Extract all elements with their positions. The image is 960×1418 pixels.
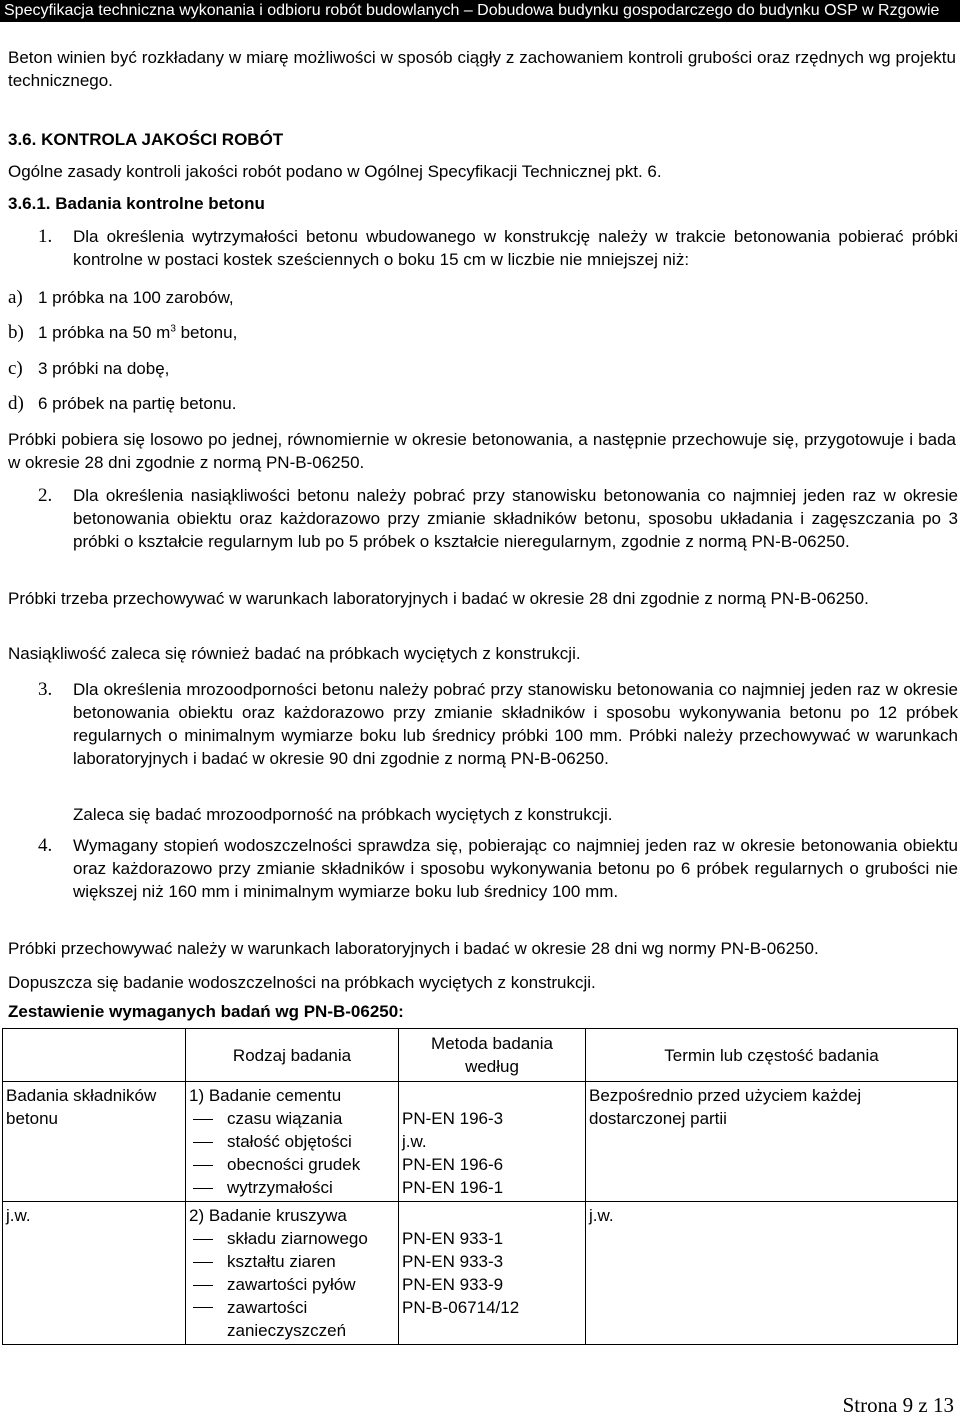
list-item-text-after: betonu, [175,323,238,342]
paragraph-text: Dla określenia wytrzymałości betonu wbudowanego w konstrukcję należy w trakcie betonowania pobierać próbki kontrolne w postaci kostek sześciennych o boku 15 cm w liczbie nie mniejszej niż: [73,227,958,269]
method: PN-EN 933-9 [402,1275,504,1294]
table-row [3,1082,958,1202]
method: PN-B-06714/12 [402,1298,520,1317]
list-item-label: d) [8,393,24,414]
list-item [8,286,234,309]
test-item-text: stałość objętości [227,1132,352,1151]
table-cell-tests [186,1082,399,1202]
test-item-text: wytrzymałości [227,1178,333,1197]
page-number: Strona 9 z 13 [842,1393,954,1417]
list-item-text: 1 próbka na 50 m [38,323,171,342]
list-item [8,392,236,415]
test-title: 1) Badanie cementu [189,1086,342,1105]
test-item [189,1273,395,1296]
dash-bullet [193,1239,213,1240]
dash-bullet [193,1285,213,1286]
method: PN-EN 196-1 [402,1178,504,1197]
table-header-cell [3,1029,186,1082]
requirements-table [2,1028,958,1345]
paragraph-note: Zaleca się badać mrozoodporność na próbkach wyciętych z konstrukcji. [73,805,613,824]
paragraph-number: 4. [38,835,53,856]
test-item-text: zawartości zanieczyszczeń [227,1298,347,1340]
table-cell-term: Bezpośrednio przed użyciem każdej dostarczonej partii [586,1082,958,1202]
dash-bullet [193,1307,213,1308]
table-row [3,1202,958,1345]
test-item [189,1250,395,1273]
table-cell-tests [186,1202,399,1345]
dash-bullet [193,1262,213,1263]
list-item [8,321,237,344]
superscript: 3 [170,323,176,335]
table-header-cell: Termin lub częstość badania [586,1029,958,1082]
numbered-paragraph-4 [8,834,958,903]
list-item-text: 3 próbki na dobę, [38,359,170,378]
method: j.w. [402,1132,427,1151]
table-cell-group: Badania składników betonu [3,1082,186,1202]
paragraph-number: 3. [38,679,53,700]
method: PN-EN 196-3 [402,1109,504,1128]
method: PN-EN 196-6 [402,1155,504,1174]
table-cell-group: j.w. [3,1202,186,1345]
dash-bullet [193,1142,213,1143]
table-cell-methods [399,1202,586,1345]
test-item-text: kształtu ziaren [227,1252,336,1271]
subsection-title: 3.6.1. Badania kontrolne betonu [8,194,265,213]
table-cell-term: j.w. [586,1202,958,1345]
paragraph-number: 2. [38,485,53,506]
page-header: Specyfikacja techniczna wykonania i odbioru robót budowlanych – Dobudowa budynku gospodarczego do budynku OSP w Rzgowie [0,0,960,22]
paragraph: Dopuszcza się badanie wodoszczelności na próbkach wyciętych z konstrukcji. [8,973,596,992]
test-item [189,1176,395,1199]
section-text: Ogólne zasady kontroli jakości robót podano w Ogólnej Specyfikacji Technicznej pkt. 6. [8,162,662,181]
test-item [189,1296,395,1342]
list-item-label: c) [8,358,23,379]
test-item-text: składu ziarnowego [227,1229,368,1248]
test-item [189,1227,395,1250]
paragraph-text: Dla określenia nasiąkliwości betonu należy pobrać przy stanowisku betonowania co najmniej jeden raz w okresie betonowania obiektu oraz każdorazowo przy zmianie składników betonu, sposobu układania i zagęszczania po 3 próbki o kształcie regularnym lub po 5 próbek o kształcie nieregularnym, zgodnie z normą PN-B-06250. [73,486,958,551]
paragraph: Próbki pobiera się losowo po jednej, równomiernie w okresie betonowania, a następnie przechowuje się, przygotowuje i bada w okresie 28 dni zgodnie z normą PN-B-06250. [8,430,956,472]
list-item-label: b) [8,322,24,343]
numbered-paragraph-3 [8,678,958,770]
table-header-cell: Metoda badania według [399,1029,586,1082]
dash-bullet [193,1188,213,1189]
paragraph: Próbki trzeba przechowywać w warunkach laboratoryjnych i badać w okresie 28 dni zgodnie z normą PN-B-06250. [8,589,869,608]
test-item [189,1153,395,1176]
paragraph-text: Wymagany stopień wodoszczelności sprawdza się, pobierając co najmniej jeden raz w okresie betonowania obiektu oraz każdorazowo przy zmianie składników i sposobu wykonywania betonu po 6 próbek regularnych o grubości nie większej niż 160 mm i minimalnym wymiarze boku lub średnicy 100 mm. [73,836,958,901]
numbered-paragraph-1 [8,225,958,271]
list-item [8,357,169,380]
table-header-cell: Rodzaj badania [186,1029,399,1082]
dash-bullet [193,1165,213,1166]
numbered-paragraph-2 [8,484,958,553]
dash-bullet [193,1119,213,1120]
list-item-text: 1 próbka na 100 zarobów, [38,288,234,307]
paragraph-text: Dla określenia mrozoodporności betonu należy pobrać przy stanowisku betonowania co najmniej jeden raz w okresie betonowania obiektu oraz każdorazowo przy zmianie składników i sposobu wykonywania betonu po 12 próbek regularnych o minimalnym wymiarze boku lub średnicy próbki 100 mm. Próbki należy przechowywać w warunkach laboratoryjnych i badać w okresie 90 dni zgodnie z normą PN-B-06250. [73,680,958,768]
list-item-text: 6 próbek na partię betonu. [38,394,237,413]
test-item [189,1107,395,1130]
test-item-text: zawartości pyłów [227,1275,356,1294]
method: PN-EN 933-3 [402,1252,504,1271]
paragraph: Nasiąkliwość zaleca się również badać na próbkach wyciętych z konstrukcji. [8,644,581,663]
test-item [189,1130,395,1153]
test-title: 2) Badanie kruszywa [189,1206,347,1225]
test-item-text: obecności grudek [227,1155,361,1174]
section-title: 3.6. KONTROLA JAKOŚCI ROBÓT [8,130,284,149]
list-item-label: a) [8,287,23,308]
paragraph-number: 1. [38,226,53,247]
table-title: Zestawienie wymaganych badań wg PN-B-06250: [8,1002,404,1021]
table-header-row [3,1029,958,1082]
intro-paragraph: Beton winien być rozkładany w miarę możliwości w sposób ciągły z zachowaniem kontroli grubości oraz rzędnych wg projektu technicznego. [8,48,956,90]
test-item-text: czasu wiązania [227,1109,343,1128]
table-cell-methods [399,1082,586,1202]
method: PN-EN 933-1 [402,1229,504,1248]
paragraph: Próbki przechowywać należy w warunkach laboratoryjnych i badać w okresie 28 dni wg normy PN-B-06250. [8,939,819,958]
